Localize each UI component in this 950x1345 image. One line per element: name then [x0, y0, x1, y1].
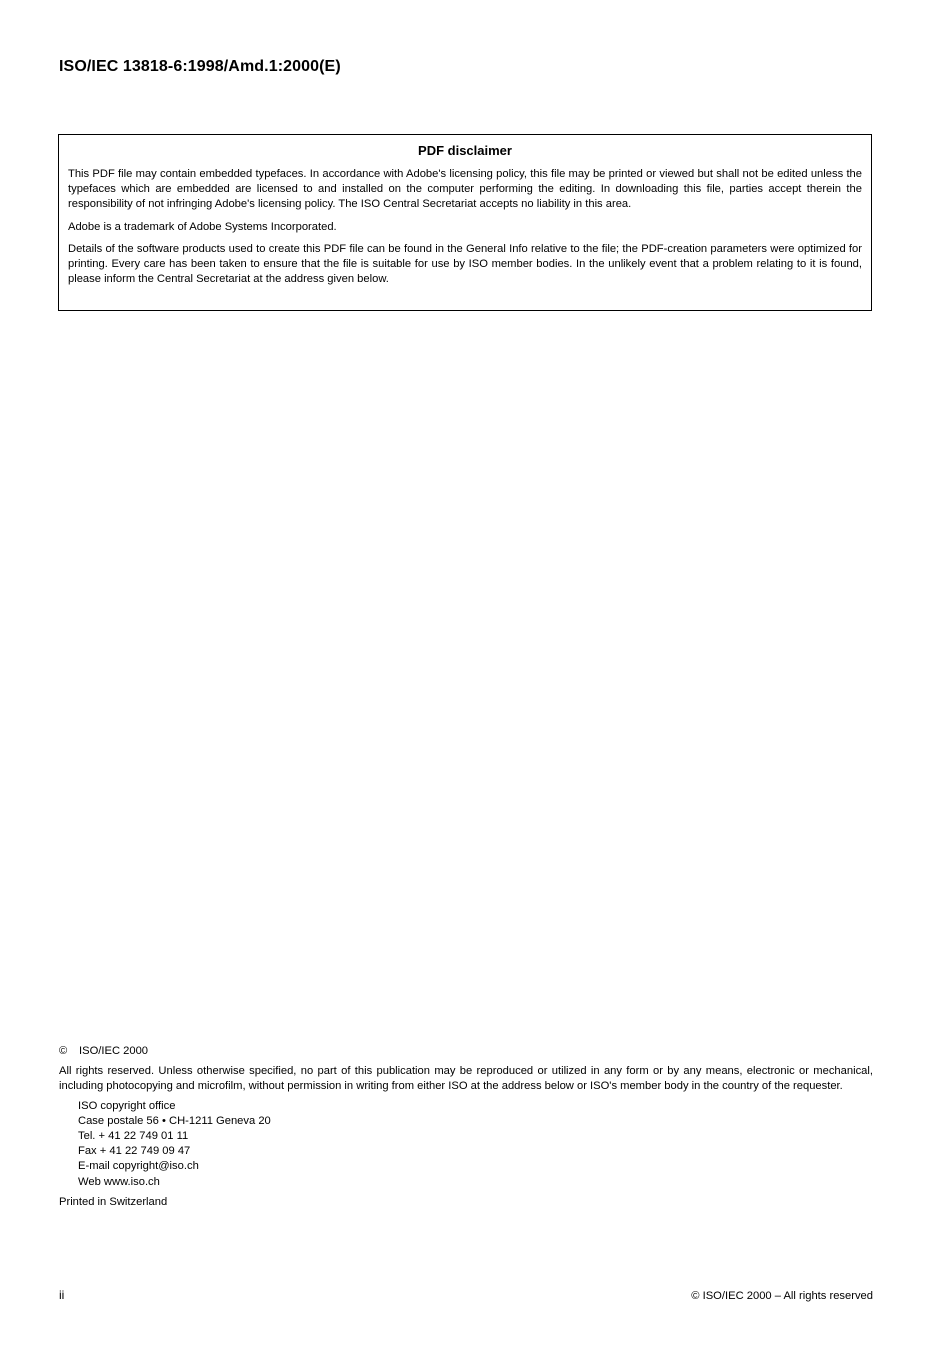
disclaimer-paragraph-trademark: Adobe is a trademark of Adobe Systems Incorporated. [68, 220, 337, 233]
address-email: E-mail copyright@iso.ch [78, 1160, 199, 1173]
copyright-block [59, 1044, 873, 1210]
address-web: Web www.iso.ch [78, 1175, 160, 1188]
pdf-disclaimer-box [58, 134, 872, 311]
address-fax: Fax + 41 22 749 09 47 [78, 1145, 191, 1158]
document-header: ISO/IEC 13818-6:1998/Amd.1:2000(E) [59, 58, 341, 75]
address-telephone: Tel. + 41 22 749 01 11 [78, 1129, 189, 1142]
disclaimer-paragraph-software: Details of the software products used to create this PDF file can be found in the General Info relative to the file; the PDF-creation parameters were optimized for printing. Every care has been taken to ensure that the file is suitable for use by ISO member bodies. In the unlikely event that a problem relating to it is found, please inform the Central Secretariat at the address given below. [68, 242, 862, 286]
copyright-line [59, 1044, 873, 1059]
address-postal: Case postale 56 • CH-1211 Geneva 20 [78, 1114, 271, 1127]
printed-in: Printed in Switzerland [59, 1195, 168, 1208]
address-office-name: ISO copyright office [78, 1099, 176, 1112]
disclaimer-title: PDF disclaimer [418, 143, 512, 158]
copyright-symbol: © [59, 1045, 68, 1057]
rights-paragraph: All rights reserved. Unless otherwise specified, no part of this publication may be reproduced or utilized in any form or by any means, electronic or mechanical, including photocopying and microfilm, without permission in writing from either ISO at the address below or ISO's member body in the country of the requester. [59, 1065, 873, 1093]
copyright-office-address [78, 1099, 873, 1190]
page-number: ii [59, 1288, 65, 1302]
copyright-holder: ISO/IEC 2000 [79, 1045, 149, 1057]
disclaimer-paragraph-typefaces: This PDF file may contain embedded typefaces. In accordance with Adobe's licensing policy, this file may be printed or viewed but shall not be edited unless the typefaces which are embedded are licensed to and installed on the computer performing the editing. In downloading this file, parties accept therein the responsibility of not infringing Adobe's licensing policy. The ISO Central Secretariat accepts no liability in this area. [68, 168, 862, 211]
footer-rights-notice: © ISO/IEC 2000 – All rights reserved [691, 1290, 873, 1302]
